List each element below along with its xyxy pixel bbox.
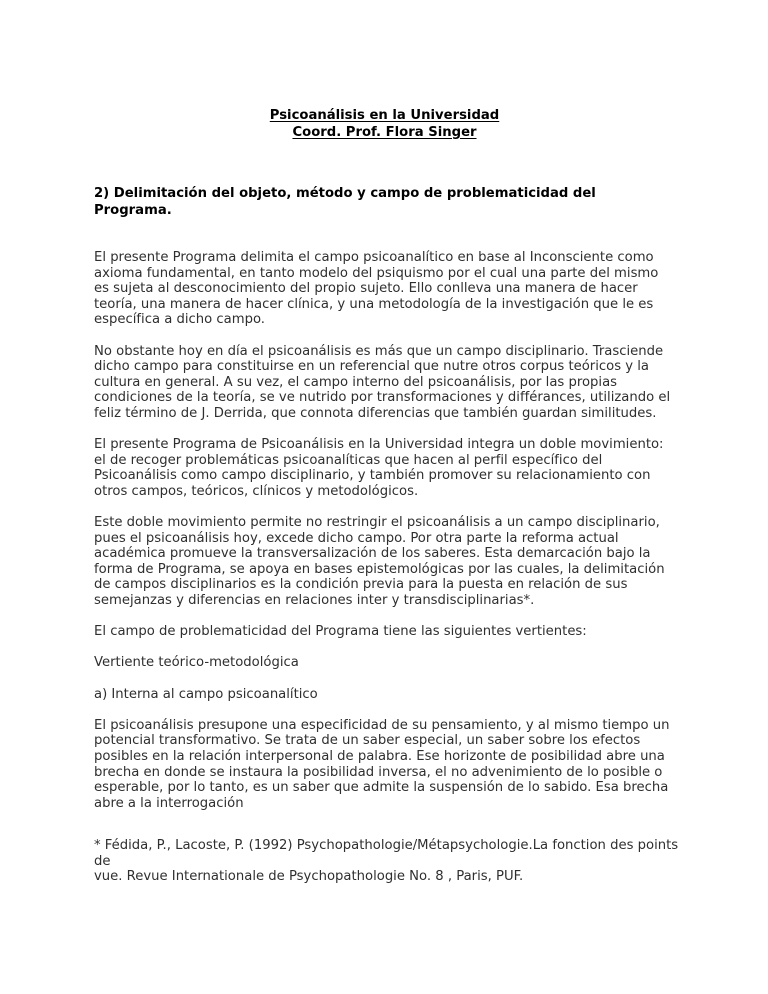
body-paragraph-5: El campo de problematicidad del Programa tiene las siguientes vertientes: — [94, 624, 587, 640]
footnote-line-2: vue. Revue Internationale de Psychopathologie No. 8 , Paris, PUF. — [94, 869, 524, 885]
body-paragraph-6: Vertiente teórico-metodológica — [94, 655, 299, 671]
body-paragraph-2: No obstante hoy en día el psicoanálisis es más que un campo disciplinario. Trasciende dicho campo para constituirse en un referencial que nutre otros corpus teóricos y la cultura en general. A su vez, el campo interno del psicoanálisis, por las propias condiciones de la teoría, se ve nutrido por transformaciones y différances, utilizando el feliz término de J. Derrida, que connota diferencias que también guardan similitudes. — [94, 343, 671, 421]
title-line-2 — [94, 125, 675, 142]
body-paragraph-1: El presente Programa delimita el campo psicoanalítico en base al Inconsciente como axioma fundamental, en tanto modelo del psiquismo por el cual una parte del mismo es sujeta al desconocimiento del propio sujeto. Ello conlleva una manera de hacer teoría, una manera de hacer clínica, y una metodología de la investigación que le es específica a dicho campo. — [94, 250, 659, 328]
footnote — [94, 838, 694, 885]
footnote-line-1: * Fédida, P., Lacoste, P. (1992) Psychopathologie/Métapsychologie.La fonction des points de — [94, 838, 679, 869]
body-paragraph-8: El psicoanálisis presupone una especificidad de su pensamiento, y al mismo tiempo un potencial transformativo. Se trata de un saber especial, un saber sobre los efectos posibles en la relación interpersonal de palabra. Ese horizonte de posibilidad abre una brecha en donde se instaura la posibilidad inversa, el no advenimiento de lo posible o esperable, por lo tanto, es un saber que admite la suspensión de lo sabido. Esa brecha abre a la interrogación — [94, 717, 670, 811]
title-line-2-text: Coord. Prof. Flora Singer — [292, 124, 477, 140]
title-line-1-text: Psicoanálisis en la Universidad — [269, 108, 500, 123]
document-content — [94, 108, 675, 811]
body-paragraph-7: a) Interna al campo psicoanalítico — [94, 686, 318, 702]
document-title — [94, 108, 675, 141]
body-paragraph-3: El presente Programa de Psicoanálisis en la Universidad integra un doble movimiento: el de recoger problemáticas psicoanalíticas que hacen al perfil específico del Psicoanálisis como campo disciplinario, y también promover su relacionamiento con otros campos, teóricos, clínicos y metodológicos. — [94, 437, 664, 499]
section-heading: 2) Delimitación del objeto, método y campo de problematicidad del Programa. — [94, 186, 596, 218]
title-line-1 — [94, 108, 675, 125]
body-paragraph-4: Este doble movimiento permite no restringir el psicoanálisis a un campo disciplinario, pues el psicoanálisis hoy, excede dicho campo. Por otra parte la reforma actual académica promueve la transversalización de los saberes. Esta demarcación bajo la forma de Programa, se apoya en bases epistemológicas por las cuales, la delimitación de campos disciplinarios es la condición previa para la puesta en relación de sus semejanzas y diferencias en relaciones inter y transdisciplinarias*. — [94, 515, 665, 609]
